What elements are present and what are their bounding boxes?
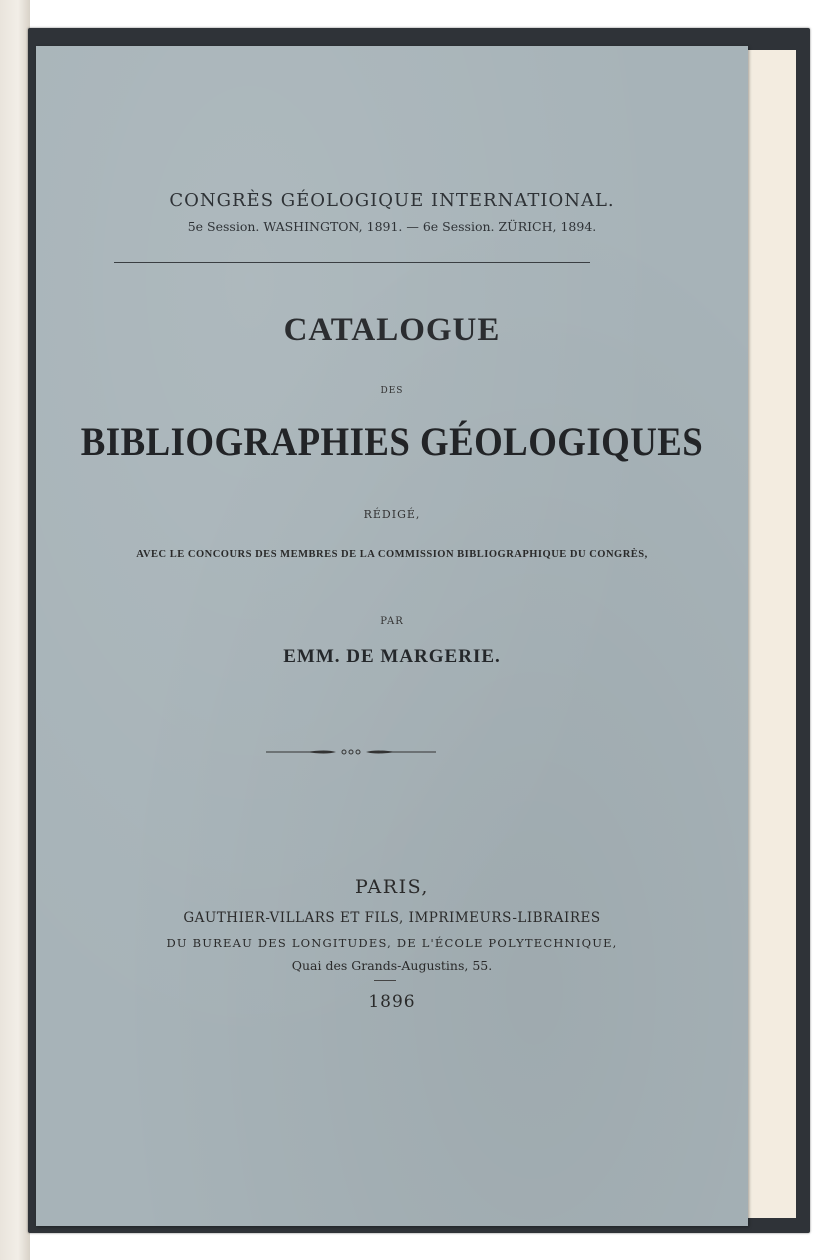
title-bibliographies: BIBLIOGRAPHIES GÉOLOGIQUES: [80, 419, 704, 464]
sessions-line: 5e Session. WASHINGTON, 1891. — 6e Session. ZÜRICH, 1894.: [187, 219, 597, 234]
title-catalogue: CATALOGUE: [283, 312, 501, 348]
left-page-edge: [0, 0, 30, 1260]
congress-heading: CONGRÈS GÉOLOGIQUE INTERNATIONAL.: [169, 190, 615, 211]
title-wrapper: [36, 46, 748, 1226]
title-connector: DES: [380, 386, 404, 396]
par-line: PAR: [380, 616, 404, 627]
imprint-city: PARIS,: [355, 876, 429, 898]
redige-line: RÉDIGÉ,: [363, 508, 421, 521]
imprint-address: Quai des Grands-Augustins, 55.: [291, 958, 493, 973]
commission-line: AVEC LE CONCOURS DES MEMBRES DE LA COMMISSION BIBLIOGRAPHIQUE DU CONGRÈS,: [136, 549, 648, 560]
author-name: EMM. DE MARGERIE.: [283, 646, 501, 667]
imprint-printer: GAUTHIER-VILLARS ET FILS, IMPRIMEURS-LIBRAIRES: [183, 910, 601, 926]
imprint-year: 1896: [368, 992, 416, 1012]
ornament-rule-icon: [266, 746, 436, 758]
imprint-bureau: DU BUREAU DES LONGITUDES, DE L'ÉCOLE POLYTECHNIQUE,: [166, 936, 618, 950]
header-rule: [114, 262, 590, 263]
year-rule: [374, 980, 396, 981]
